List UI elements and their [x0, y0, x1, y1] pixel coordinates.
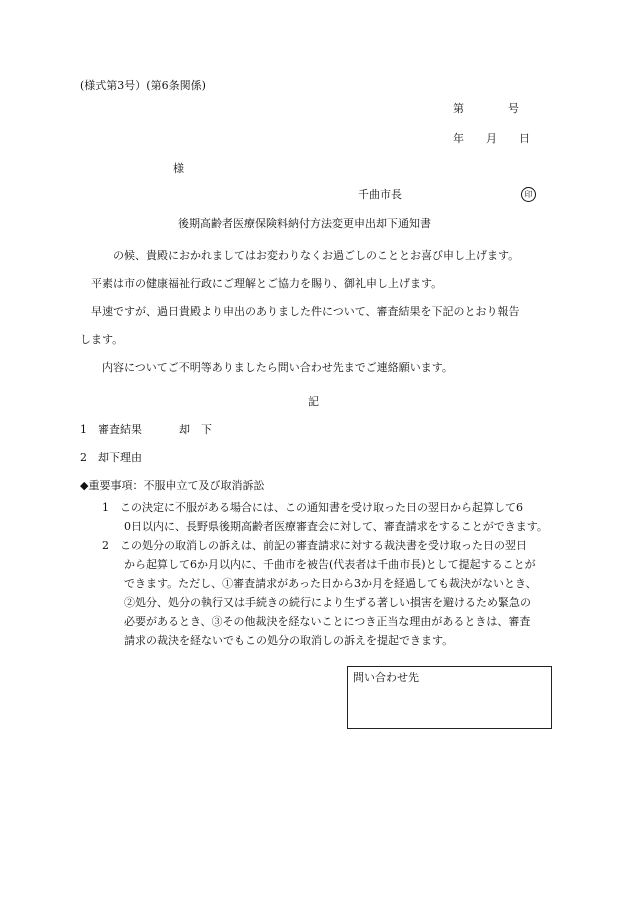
- form-number: (様式第3号）(第6条関係): [80, 79, 206, 92]
- item1-value: 却 下: [179, 423, 212, 436]
- report-paragraph-line1: 早速ですが、過日貴殿より申出のありました件について、審査結果を下記のとおり報告: [91, 305, 520, 318]
- important-item2-line6: 請求の裁決を経ないでもこの処分の取消しの訴えを提起できます。: [124, 634, 454, 647]
- document-title: 後期高齢者医療保険料納付方法変更申出却下通知書: [178, 217, 431, 230]
- important-item1-line1: 1 この決定に不服がある場合には、この通知書を受け取った日の翌日から起算して6: [102, 501, 523, 514]
- contact-box: [347, 666, 552, 729]
- addressee-suffix: 様: [173, 162, 184, 175]
- seal-mark: [521, 187, 536, 202]
- sender-name: 千曲市長: [358, 188, 402, 201]
- important-item2-line5: 必要があるとき、③その他裁決を経ないことにつき正当な理由があるときは、審査: [124, 615, 531, 628]
- inquiry-paragraph: 内容についてご不明等ありましたら問い合わせ先までご連絡願います。: [102, 361, 453, 374]
- important-item2-line3: できます。ただし、①審査請求があった日から3か月を経過しても裁決がないとき、: [124, 577, 537, 590]
- greeting-paragraph: の候、貴殿におかれましてはお変わりなくお過ごしのこととお喜び申し上げます。: [113, 249, 520, 262]
- seal-icon: 印: [521, 187, 536, 202]
- item2-label: 2 却下理由: [80, 451, 142, 464]
- important-item2-line4: ②処分、処分の執行又は手続きの続行により生ずる著しい損害を避けるため緊急の: [124, 596, 531, 609]
- report-paragraph-line2: します。: [80, 333, 124, 346]
- document-number: 第 号: [453, 102, 519, 115]
- important-item1-line2: 0日以内に、長野県後期高齢者医療審査会に対して、審査請求をすることができます。: [124, 520, 548, 533]
- important-heading: ◆重要事項：不服申立て及び取消訴訟: [80, 479, 265, 492]
- important-item2-line1: 2 この処分の取消しの訴えは、前記の審査請求に対する裁決書を受け取った日の翌日: [102, 539, 527, 552]
- thanks-paragraph: 平素は市の健康福祉行政にご理解とご協力を賜り、御礼申し上げます。: [91, 277, 443, 290]
- record-heading: 記: [308, 395, 319, 408]
- item1-label: 1 審査結果: [80, 423, 142, 436]
- important-item2-line2: から起算して6か月以内に、千曲市を被告(代表者は千曲市長)として提起することが: [124, 558, 536, 571]
- contact-label: 問い合わせ先: [353, 671, 419, 684]
- issue-date: 年 月 日: [453, 132, 530, 145]
